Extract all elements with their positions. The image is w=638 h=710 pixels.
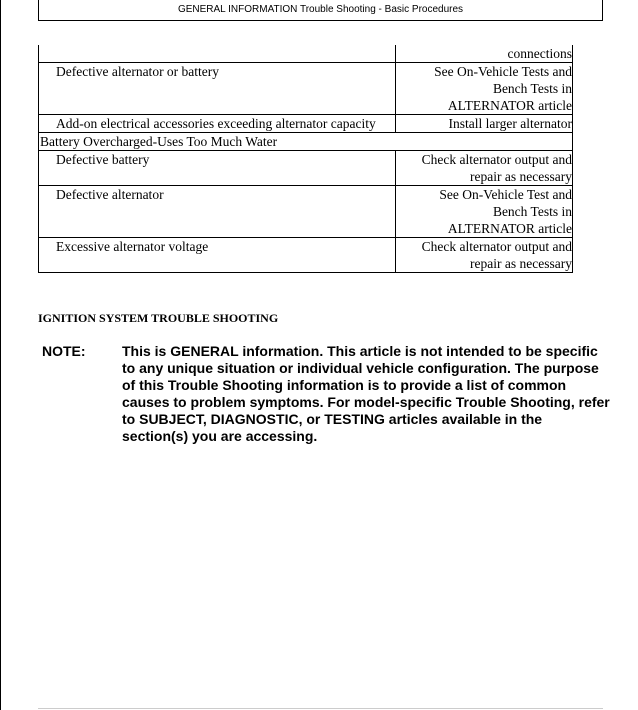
action-cell: See On-Vehicle Test and Bench Tests in ALTERNATOR article xyxy=(395,186,572,238)
cause-cell: Defective alternator or battery xyxy=(39,63,396,115)
table-row xyxy=(39,186,573,238)
footer-divider xyxy=(38,708,603,709)
table-row xyxy=(39,63,573,115)
cause-cell: Add-on electrical accessories exceeding alternator capacity xyxy=(39,115,396,133)
section-heading: IGNITION SYSTEM TROUBLE SHOOTING xyxy=(38,311,279,325)
note-text: This is GENERAL information. This article is not intended to be specific to any unique situation or individual vehicle configuration. The purpose of this Trouble Shooting information is to provide a list of common causes to problem symptoms. For model-specific Trouble Shooting, refer to SUBJECT, DIAGNOSTIC, or TESTING articles available in the section(s) you are accessing. xyxy=(122,343,610,444)
action-cell: connections xyxy=(395,45,572,63)
table-row xyxy=(39,151,573,186)
cause-cell xyxy=(39,45,396,63)
cause-cell: Defective battery xyxy=(39,151,396,186)
table-row xyxy=(39,45,573,63)
cause-cell: Defective alternator xyxy=(39,186,396,238)
trouble-shooting-table xyxy=(38,45,573,273)
action-cell: Check alternator output and repair as necessary xyxy=(395,238,572,273)
cause-cell: Excessive alternator voltage xyxy=(39,238,396,273)
table-row xyxy=(39,115,573,133)
page-header xyxy=(38,0,603,21)
note-label: NOTE: xyxy=(42,343,86,359)
action-cell: Check alternator output and repair as necessary xyxy=(395,151,572,186)
table-row xyxy=(39,238,573,273)
section-label: Battery Overcharged-Uses Too Much Water xyxy=(39,133,573,151)
page-edge xyxy=(0,0,1,710)
section-row xyxy=(39,133,573,151)
header-title: GENERAL INFORMATION Trouble Shooting - Basic Procedures xyxy=(177,4,464,15)
action-cell: See On-Vehicle Tests and Bench Tests in ALTERNATOR article xyxy=(395,63,572,115)
action-cell: Install larger alternator xyxy=(395,115,572,133)
